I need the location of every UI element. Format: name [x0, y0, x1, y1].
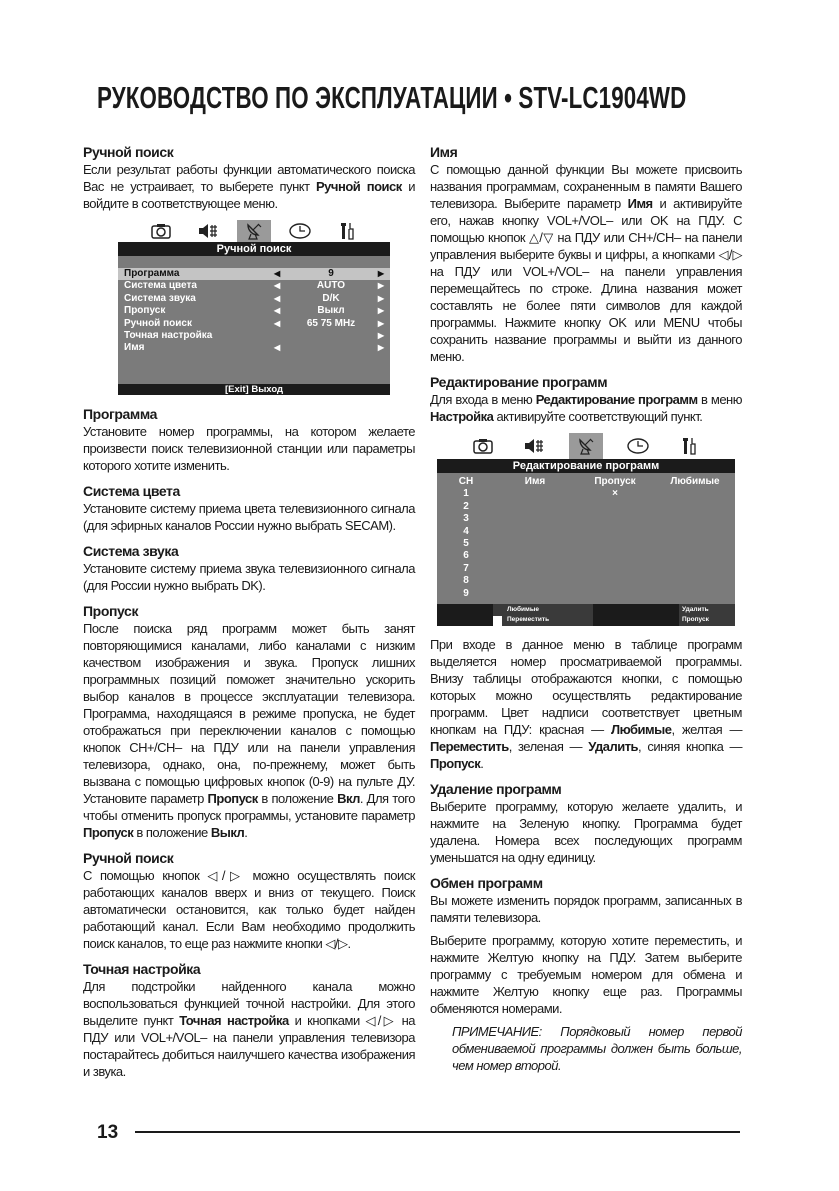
menu-row — [118, 342, 390, 354]
paragraph — [430, 161, 742, 365]
menu-row — [118, 318, 390, 330]
menu-row-label: Программа — [124, 268, 180, 279]
section-heading: Ручной поиск — [83, 144, 174, 160]
text-run: и войдите в соответствующее меню. — [83, 179, 415, 211]
camera-icon — [144, 220, 178, 242]
text-run: в меню — [697, 392, 742, 407]
section-heading: Имя — [430, 144, 458, 160]
page-number: 13 — [97, 1122, 119, 1143]
arrow-left-icon: ◀ — [274, 343, 281, 353]
menu-row-value — [292, 342, 370, 354]
favorite-cell — [655, 513, 735, 525]
favorite-cell — [655, 538, 735, 550]
bold-term: Пропуск — [83, 825, 134, 840]
text-run: Установите номер программы, на котором желаете произвести поиск телевизионной станции или параметры которого хотите изменить. — [83, 424, 415, 473]
skip-cell — [575, 538, 655, 550]
channel-name — [495, 575, 575, 587]
bold-term: Ручной поиск — [316, 179, 402, 194]
favorite-cell — [655, 588, 735, 600]
skip-button-label: Пропуск — [682, 616, 709, 624]
paragraph — [430, 636, 742, 772]
skip-cell — [575, 563, 655, 575]
bold-term: Редактирование программ — [535, 392, 698, 407]
menu-button-bar — [437, 604, 735, 626]
channel-number: 6 — [463, 550, 469, 562]
section-heading: Ручной поиск — [83, 850, 174, 866]
arrow-right-icon: ▶ — [377, 306, 384, 316]
section-heading: Обмен программ — [430, 875, 543, 892]
sound-icon — [191, 220, 225, 242]
menu-icon-bar — [437, 433, 735, 459]
manual-search-menu-screenshot — [118, 220, 390, 395]
skip-cell — [575, 513, 655, 525]
menu-row — [118, 280, 390, 292]
channel-name — [495, 563, 575, 575]
paragraph — [430, 892, 742, 926]
paragraph — [430, 798, 742, 866]
text-run: активируйте соответствующий пункт. — [493, 409, 703, 424]
tools-icon — [672, 433, 706, 459]
bold-term: Удалить — [588, 739, 639, 755]
menu-row-label: Система цвета — [124, 280, 197, 292]
bold-term: Пропуск — [207, 791, 258, 806]
channel-number: 8 — [463, 575, 469, 587]
menu-row-value: AUTO — [316, 280, 346, 292]
satellite-icon — [237, 220, 271, 242]
menu-footer: [Exit] Выход — [118, 384, 390, 395]
paragraph — [430, 932, 742, 1017]
clock-icon — [283, 220, 317, 242]
bold-term: Точная настройка — [179, 1013, 289, 1028]
arrow-right-icon: ▶ — [377, 318, 384, 328]
favorite-cell — [655, 501, 735, 513]
menu-row — [118, 330, 390, 342]
footer-rule — [135, 1131, 740, 1133]
menu-row — [118, 268, 390, 280]
menu-row-label: Пропуск — [124, 305, 166, 317]
yellow-key-marker — [493, 616, 502, 626]
arrow-right-icon: ▶ — [377, 281, 384, 291]
bold-term: Имя — [627, 196, 653, 211]
bold-term: Выкл — [210, 825, 245, 840]
menu-body — [437, 473, 735, 604]
column-header: Пропуск — [594, 476, 636, 487]
left-column — [83, 143, 415, 1082]
favorite-cell — [655, 488, 735, 500]
move-button-label: Переместить — [507, 616, 550, 624]
menu-row — [118, 305, 390, 317]
text-run: и кнопками ◁/▷ на ПДУ или VOL+/VOL– на панели управления телевизора постарайтесь добиться наилучшего качества изображения и звука. — [83, 1013, 416, 1079]
text-run: и активируйте его, нажав кнопку VOL+/VOL– или OK на ПДУ. С помощью кнопок △/▽ на ПДУ или CH+/CH– на панели управления выберите буквы и цифры, а кнопками ◁/▷ на ПДУ или VOL+/VOL– на панели управления перемещайтесь по строке. Длина названия может составлять не более пяти символов для каждой программы. Нажмите кнопку OK или MENU чтобы сохранить название программы и выйти из данного меню. — [430, 196, 743, 364]
text-run: Если результат работы функции автоматического поиска Вас не устраивает, то выберете пункт — [83, 162, 415, 194]
arrow-right-icon: ▶ — [377, 293, 384, 303]
channel-name — [495, 538, 575, 550]
section-heading: Система цвета — [83, 483, 180, 499]
channel-name — [495, 488, 575, 500]
channel-number: 9 — [463, 587, 469, 599]
paragraph — [452, 1023, 742, 1074]
arrow-left-icon: ◀ — [274, 306, 281, 316]
text-run: . — [480, 756, 484, 772]
program-table — [437, 476, 735, 600]
text-run: . Для того чтобы отменить пропуск программы, установите параметр — [83, 791, 415, 823]
favorite-cell — [655, 526, 735, 538]
channel-number: 7 — [463, 562, 469, 574]
paragraph — [83, 867, 415, 952]
menu-row-value: Выкл — [317, 305, 345, 317]
text-run: После поиска ряд программ может быть занят повторяющимися каналами, либо каналами с низким качеством изображения и звука. Пропуск лишних программных позиций поможет значительно ускорить выбор каналов в процессе эксплуатации телевизора. Программа, находящаяся в режиме пропуска, не будет отображаться при переключении каналов с помощью кнопок CH+/CH– на ПДУ или на панели управления телевизора, однако, она, по-прежнему, может быть вызвана с помощью цифровых кнопок (0-9) на пульте ДУ. Установите параметр — [83, 621, 415, 806]
section-heading: Удаление программ — [430, 781, 562, 798]
paragraph — [83, 500, 415, 534]
text-run: Для подстройки найденного канала можно воспользоваться функцией точной настройки. Для этого выделите пункт — [83, 979, 415, 1028]
arrow-left-icon: ◀ — [274, 318, 281, 328]
menu-icon-bar — [118, 220, 390, 242]
paragraph — [83, 161, 415, 212]
skip-cell: × — [612, 488, 618, 500]
paragraph — [83, 620, 415, 841]
skip-cell — [575, 526, 655, 538]
text-run: С помощью кнопок ◁/▷ можно осуществлять поиск работающих каналов вверх и вниз от текущего. Поиск автоматически остановится, как только будет найден работающий канал. Если Вам необходимо продолжить поиск каналов, то еще раз нажмите кнопки ◁/▷. — [83, 868, 415, 951]
text-run: Для входа в меню — [430, 392, 536, 407]
bold-term: Переместить — [430, 739, 509, 755]
channel-number: 4 — [463, 525, 469, 537]
channel-name — [495, 513, 575, 525]
menu-row-value: 9 — [328, 268, 334, 279]
clock-icon — [621, 433, 655, 459]
program-edit-menu-screenshot — [437, 433, 735, 626]
section-heading: Точная настройка — [83, 961, 201, 977]
section-heading: Пропуск — [83, 603, 139, 619]
column-header: CH — [458, 476, 474, 487]
text-run: Выберите программу, которую хотите переместить, и нажмите Желтую кнопку на ПДУ. Затем выберите программу с требуемым номером для обмена и нажмите Желтую кнопку еще раз. Программы обменяются номерами. — [430, 933, 742, 1017]
text-run: , синяя кнопка — — [638, 739, 743, 755]
channel-number: 1 — [463, 488, 469, 500]
favorite-cell — [655, 563, 735, 575]
arrow-left-icon — [274, 330, 292, 342]
channel-number: 2 — [463, 500, 469, 512]
skip-cell — [575, 575, 655, 587]
arrow-right-icon: ▶ — [377, 269, 384, 278]
menu-row-value — [292, 330, 370, 342]
menu-row-value: 65 75 MHz — [306, 317, 356, 329]
text-run: С помощью данной функции Вы можете присвоить названия программам, сохраненным в памяти Вашего телевизора. Выберите параметр — [430, 162, 742, 211]
paragraph — [83, 560, 415, 594]
section-heading: Редактирование программ — [430, 374, 608, 390]
text-run: в положение — [257, 791, 338, 806]
skip-cell — [575, 550, 655, 562]
delete-button-label: Удалить — [682, 606, 709, 614]
arrow-right-icon: ▶ — [377, 343, 384, 353]
text-run: Установите систему приема звука телевизионного сигнала (для России нужно выбрать DK). — [83, 561, 415, 593]
skip-cell — [575, 501, 655, 513]
arrow-left-icon: ◀ — [274, 293, 281, 303]
channel-name — [495, 526, 575, 538]
menu-body — [118, 256, 390, 384]
text-run: При входе в данное меню в таблице программ выделяется номер просматриваемой программы. Внизу таблицы отображаются кнопки, с помощью которых можно осуществлять редактирование программ. Цвет надписи соответствует цветным кнопкам на ПДУ: красная — — [430, 637, 742, 738]
bold-term: Любимые — [610, 722, 672, 738]
satellite-icon — [569, 433, 603, 459]
text-run: Выберите программу, которую желаете удалить, и нажмите на Зеленую кнопку. Программа будет удалена. Номера всех последующих программ уменьшатся на одну единицу. — [430, 799, 742, 866]
favorite-cell — [655, 550, 735, 562]
menu-row-label: Имя — [124, 342, 145, 354]
column-header: Любимые — [670, 476, 720, 487]
column-header: Имя — [524, 476, 546, 487]
right-column — [430, 143, 742, 1074]
tools-icon — [330, 220, 364, 242]
channel-name — [495, 501, 575, 513]
text-run: в положение — [133, 825, 211, 840]
bold-term: Вкл — [337, 791, 360, 806]
channel-name — [495, 588, 575, 600]
bold-term: Настройка — [430, 409, 494, 424]
menu-title: Редактирование программ — [437, 459, 735, 473]
text-run: Вы можете изменить порядок программ, записанных в памяти телевизора. — [430, 893, 742, 926]
menu-row — [118, 293, 390, 305]
text-run: , зеленая — — [508, 739, 589, 755]
paragraph — [83, 978, 415, 1080]
arrow-left-icon: ◀ — [274, 281, 281, 291]
page-title: РУКОВОДСТВО ПО ЭКСПЛУАТАЦИИ • STV-LC1904WD — [97, 80, 687, 115]
bold-term: Пропуск — [430, 756, 481, 772]
text-run: , желтая — — [671, 722, 742, 738]
menu-row-label: Система звука — [124, 292, 196, 304]
menu-title: Ручной поиск — [118, 242, 390, 256]
section-heading: Система звука — [83, 543, 179, 559]
section-heading: Программа — [83, 406, 158, 422]
paragraph — [430, 391, 742, 425]
favorite-cell — [655, 575, 735, 587]
skip-cell — [575, 588, 655, 600]
channel-name — [495, 550, 575, 562]
text-run: . — [244, 825, 248, 840]
paragraph — [83, 423, 415, 474]
arrow-left-icon: ◀ — [274, 269, 281, 278]
menu-row-label: Точная настройка — [124, 329, 213, 341]
menu-row-value: D/K — [322, 292, 340, 304]
sound-icon — [517, 433, 551, 459]
favorites-button-label: Любимые — [507, 606, 540, 614]
text-run: Установите систему приема цвета телевизионного сигнала (для эфирных каналов России нужно выбрать SECAM). — [83, 501, 415, 533]
menu-row-label: Ручной поиск — [124, 317, 192, 329]
text-run: ПРИМЕЧАНИЕ: Порядковый номер первой обмениваемой программы должен быть больше, чем номер второй. — [452, 1024, 742, 1074]
arrow-right-icon: ▶ — [377, 330, 384, 340]
channel-number: 3 — [463, 513, 469, 525]
camera-icon — [466, 433, 500, 459]
channel-number: 5 — [463, 538, 469, 550]
